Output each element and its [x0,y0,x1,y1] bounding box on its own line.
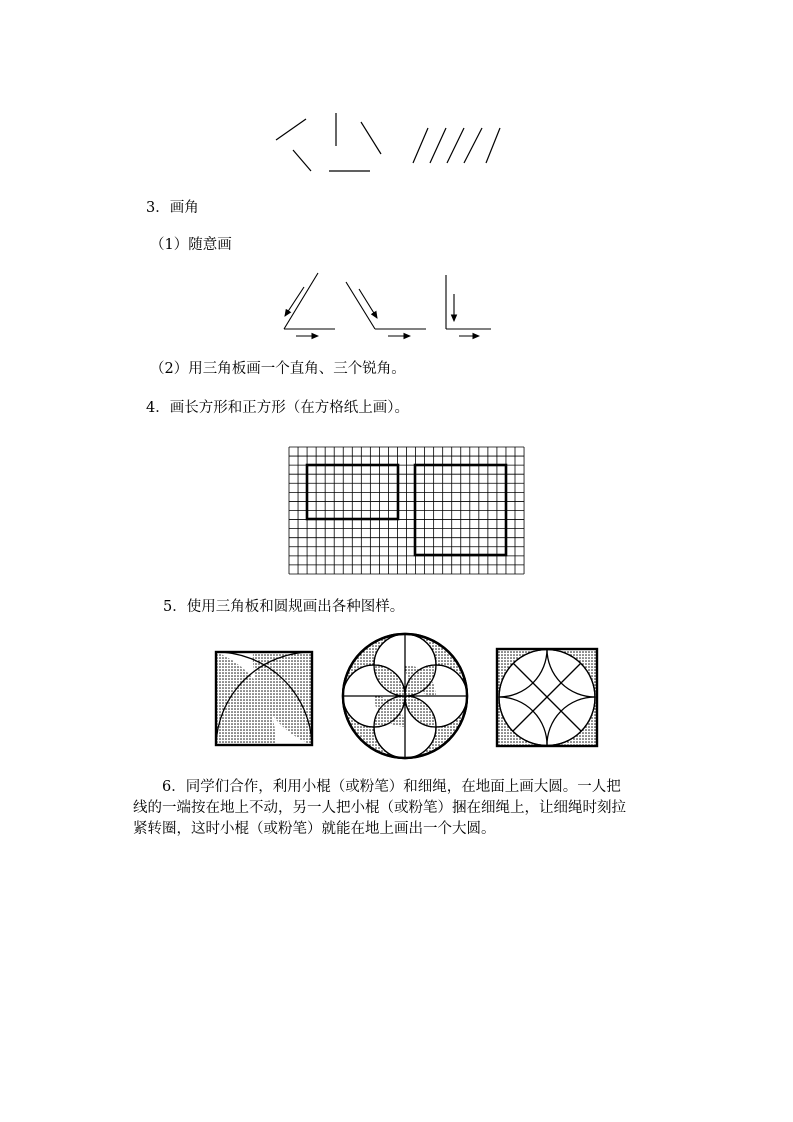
section-6-line-1: 6．同学们合作，利用小棍（或粉笔）和细绳，在地面上画大圆。一人把 [162,779,621,795]
section-4-title: 4．画长方形和正方形（在方格纸上画）。 [146,400,409,416]
section-3-part-2: （2）用三角板画一个直角、三个锐角。 [150,361,406,377]
section-6-line-2: 线的一端按在地上不动，另一人把小棍（或粉笔）捆在细绳上，让细绳时刻拉 [133,800,626,816]
section-3-title: 3．画角 [146,200,199,216]
section-6-line-3: 紧转圈，这时小棍（或粉笔）就能在地上画出一个大圆。 [133,821,496,837]
section-3-part-1: （1）随意画 [150,237,232,253]
section-5-title: 5．使用三角板和圆规画出各种图样。 [163,599,405,615]
